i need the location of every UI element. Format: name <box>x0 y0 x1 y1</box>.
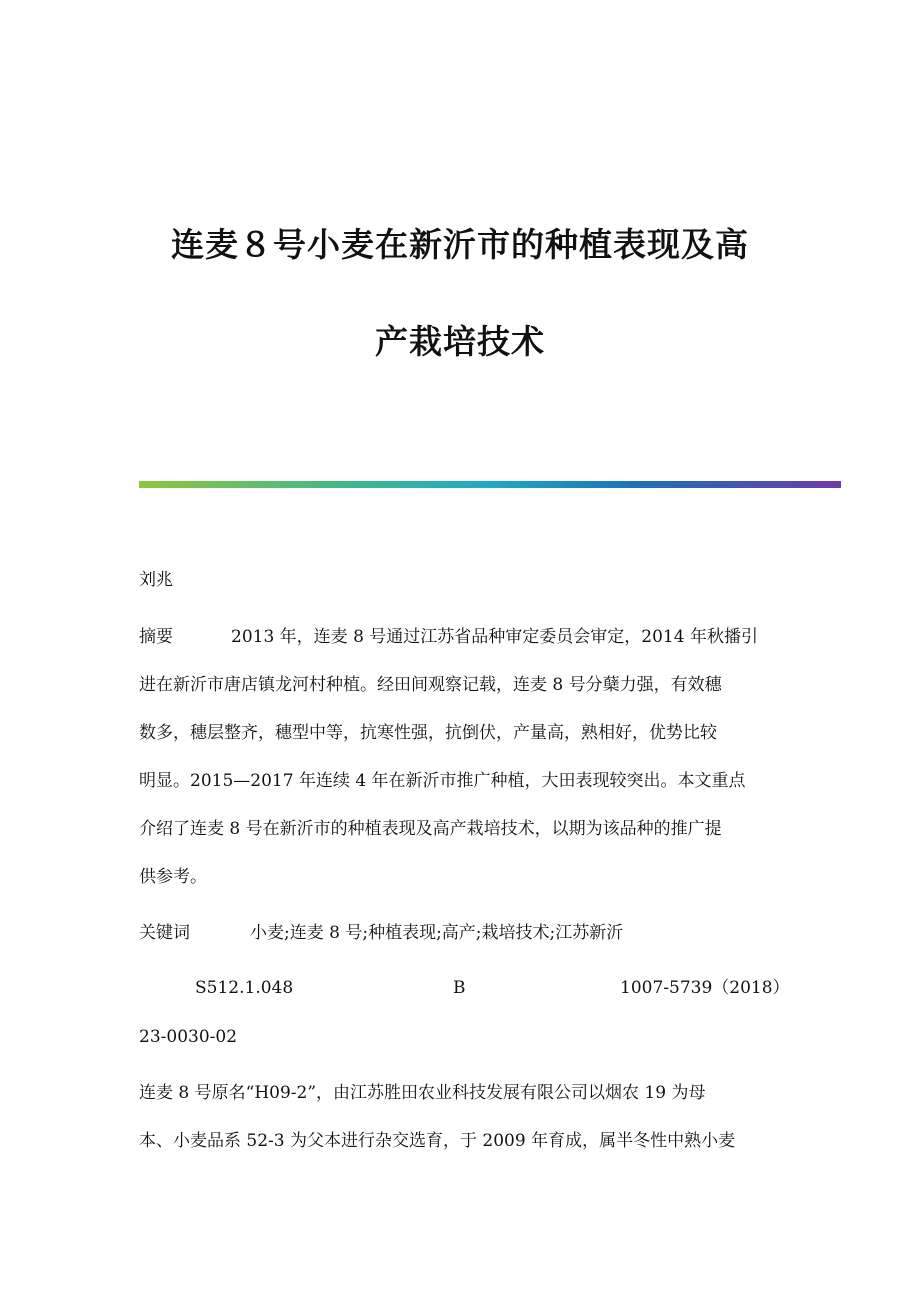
abstract-line: 数多，穗层整齐，穗型中等，抗寒性强，抗倒伏，产量高，熟相好，优势比较 <box>139 723 717 743</box>
keywords-label: 关键词 <box>139 923 190 943</box>
document-title-line-2: 产栽培技术 <box>375 322 545 361</box>
issn-number: 1007-5739（2018） <box>620 978 790 998</box>
article-number: 23-0030-02 <box>139 1027 238 1047</box>
keywords-value: 小麦;连麦 8 号;种植表现;高产;栽培技术;江苏新沂 <box>250 923 624 943</box>
abstract-line: 2013 年，连麦 8 号通过江苏省品种审定委员会审定，2014 年秋播引 <box>231 627 758 647</box>
title-divider <box>139 481 841 488</box>
author-name: 刘兆 <box>139 570 173 590</box>
abstract-line: 进在新沂市唐店镇龙河村种植。经田间观察记载，连麦 8 号分蘖力强，有效穗 <box>139 675 722 695</box>
body-line: 本、小麦品系 52-3 为父本进行杂交选育，于 2009 年育成，属半冬性中熟小麦 <box>139 1131 736 1151</box>
abstract-label: 摘要 <box>139 627 173 647</box>
abstract-line: 介绍了连麦 8 号在新沂市的种植表现及高产栽培技术，以期为该品种的推广提 <box>139 819 722 839</box>
abstract-line: 供参考。 <box>139 867 207 887</box>
clc-number: S512.1.048 <box>195 978 294 998</box>
body-line: 连麦 8 号原名“H09-2”，由江苏胜田农业科技发展有限公司以烟农 19 为母 <box>139 1083 706 1103</box>
abstract-line: 明显。2015—2017 年连续 4 年在新沂市推广种植，大田表现较突出。本文重点 <box>139 771 746 791</box>
document-title-line-1: 连麦８号小麦在新沂市的种植表现及高 <box>171 225 749 264</box>
document-code: B <box>453 978 466 998</box>
